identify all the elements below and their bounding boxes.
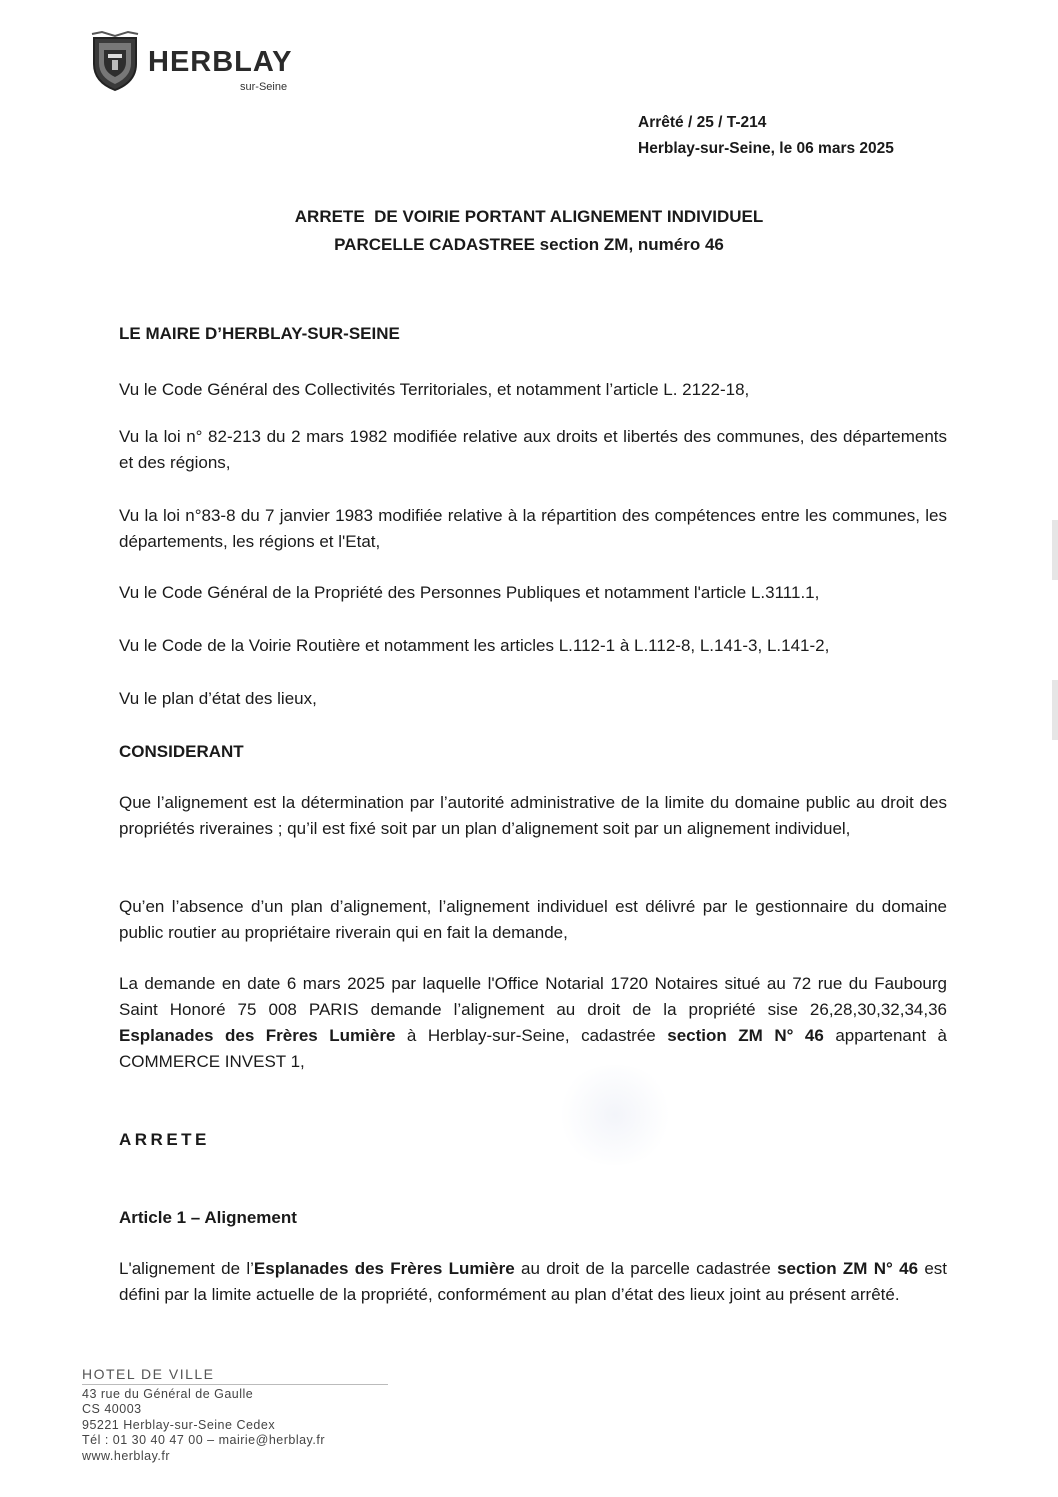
title-line-2: PARCELLE CADASTREE section ZM, numéro 46 — [334, 235, 724, 254]
footer-city: 95221 Herblay-sur-Seine Cedex — [82, 1417, 276, 1432]
logo-name: HERBLAY — [148, 46, 293, 78]
considerant-demande — [119, 971, 947, 1075]
city-crest-icon — [88, 30, 142, 92]
document-title — [0, 203, 1058, 259]
article-1-text — [119, 1256, 947, 1308]
demande-parcel: section ZM N° 46 — [667, 1026, 824, 1045]
vu-loi-1982: Vu la loi n° 82-213 du 2 mars 1982 modifiée relative aux droits et libertés des communes, des départements et des régions, — [119, 427, 947, 472]
demande-text-3: appartenant à COMMERCE INVEST 1, — [119, 1026, 948, 1071]
article-1-text-3: est défini par la limite actuelle de la propriété, conformément au plan d’état des lieux joint au présent arrêté. — [119, 1259, 948, 1304]
article-1-parcel: section ZM N° 46 — [777, 1259, 919, 1278]
vu-plan-etat-des-lieux: Vu le plan d’état des lieux, — [119, 689, 317, 708]
logo-subtitle: sur-Seine — [240, 81, 288, 93]
vu-loi-1983: Vu la loi n°83-8 du 7 janvier 1983 modifiée relative à la répartition des compétences entre les communes, les départements, les régions et l'Etat, — [119, 506, 947, 551]
considerant-absence-plan: Qu’en l’absence d’un plan d’alignement, l’alignement individuel est délivré par le gestionnaire du domaine public routier au propriétaire riverain qui en fait la demande, — [119, 897, 947, 942]
footer-cs: CS 40003 — [82, 1402, 142, 1416]
title-line-1: ARRETE DE VOIRIE PORTANT ALIGNEMENT INDIVIDUEL — [294, 207, 764, 226]
decree-date: Herblay-sur-Seine, le 06 mars 2025 — [638, 140, 894, 157]
article-1-text-2: au droit de la parcelle cadastrée — [514, 1259, 778, 1278]
considerant-heading: CONSIDERANT — [119, 742, 244, 761]
decree-number: Arrêté / 25 / T-214 — [638, 114, 767, 131]
scan-edge-mark — [1052, 680, 1058, 740]
maire-heading: LE MAIRE D’HERBLAY-SUR-SEINE — [119, 324, 400, 343]
vu-cgppp: Vu le Code Général de la Propriété des Personnes Publiques et notamment l'article L.3111.1, — [119, 583, 820, 602]
considerant-alignement: Que l’alignement est la détermination par l’autorité administrative de la limite du domaine public au droit des propriétés riveraines ; qu’il est fixé soit par un plan d’alignement soit par un alignement individuel, — [119, 793, 947, 838]
arrete-heading: ARRETE — [119, 1130, 210, 1149]
demande-street: Esplanades des Frères Lumière — [119, 1026, 396, 1045]
demande-text-2: à Herblay-sur-Seine, cadastrée — [395, 1026, 668, 1045]
vu-code-voirie: Vu le Code de la Voirie Routière et notamment les articles L.112-1 à L.112-8, L.141-3, L.141-2, — [119, 636, 830, 655]
reference-block — [638, 110, 894, 162]
article-1-street: Esplanades des Frères Lumière — [253, 1259, 515, 1278]
scan-edge-mark — [1052, 520, 1058, 580]
footer-street: 43 rue du Général de Gaulle — [82, 1386, 254, 1401]
vu-cgct: Vu le Code Général des Collectivités Territoriales, et notamment l’article L. 2122-18, — [119, 380, 750, 399]
article-1-heading: Article 1 – Alignement — [119, 1208, 297, 1227]
demande-text-1: La demande en date 6 mars 2025 par laquelle l'Office Notarial 1720 Notaires situé au 72 rue du Faubourg Saint Honoré 75 008 PARIS demande l’alignement au droit de la propriété sise 26,28,30,32,34,36 — [119, 974, 947, 1019]
footer-heading: HOTEL DE VILLE — [82, 1367, 388, 1385]
footer-website: www.herblay.fr — [82, 1448, 171, 1463]
footer-address — [82, 1367, 388, 1464]
article-1-text-1: L'alignement de l’ — [119, 1259, 254, 1278]
footer-contact: Tél : 01 30 40 47 00 – mairie@herblay.fr — [82, 1433, 325, 1447]
herblay-logo — [88, 30, 318, 92]
